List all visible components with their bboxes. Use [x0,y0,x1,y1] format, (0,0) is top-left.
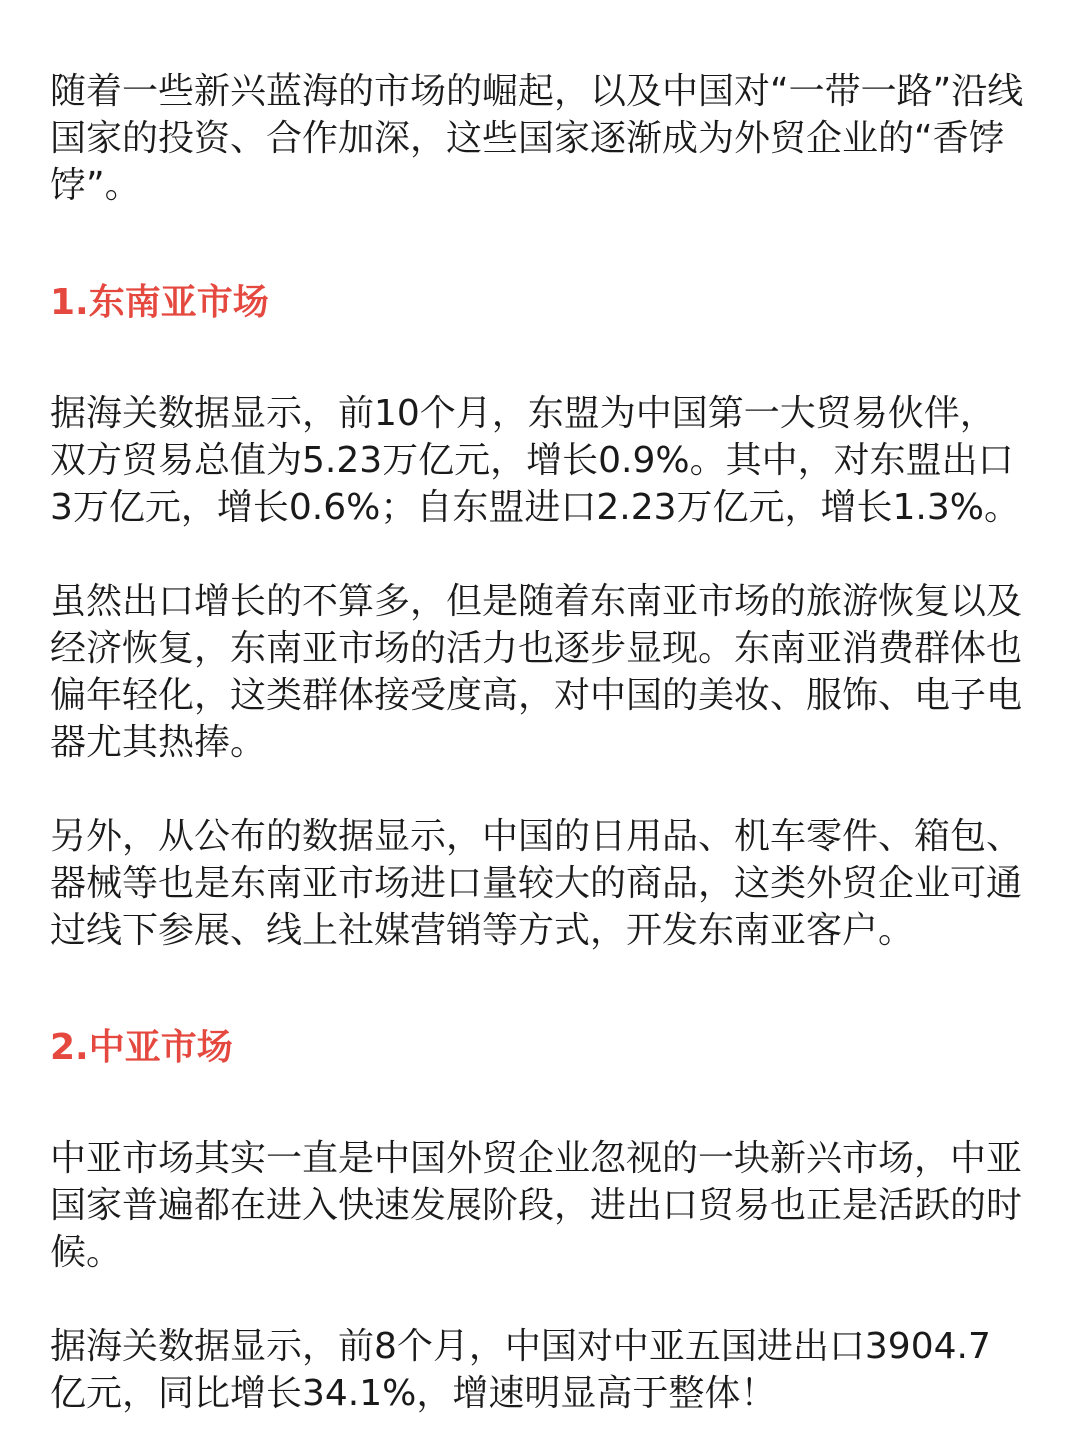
article-body [50,68,1025,1417]
paragraph: 中亚市场其实一直是中国外贸企业忽视的一块新兴市场，中亚国家普遍都在进入快速发展阶段，进出口贸易也正是活跃的时候。 [50,1138,1023,1273]
section-heading-southeast-asia: 1.东南亚市场 [50,282,269,323]
paragraph: 虽然出口增长的不算多，但是随着东南亚市场的旅游恢复以及经济恢复，东南亚市场的活力也逐步显现。东南亚消费群体也偏年轻化，这类群体接受度高，对中国的美妆、服饰、电子电器尤其热捧。 [50,581,1023,763]
intro-paragraph: 随着一些新兴蓝海的市场的崛起，以及中国对“一带一路”沿线国家的投资、合作加深，这些国家逐渐成为外贸企业的“香饽饽”。 [50,71,1024,206]
paragraph: 据海关数据显示，前10个月，东盟为中国第一大贸易伙伴，双方贸易总值为5.23万亿元，增长0.9%。其中，对东盟出口3万亿元，增长0.6%；自东盟进口2.23万亿元，增长1.3%。 [50,393,1020,528]
section-heading-central-asia: 2.中亚市场 [50,1027,233,1068]
paragraph: 另外，从公布的数据显示，中国的日用品、机车零件、箱包、器械等也是东南亚市场进口量较大的商品，这类外贸企业可通过线下参展、线上社媒营销等方式，开发东南亚客户。 [50,816,1023,951]
paragraph: 据海关数据显示，前8个月，中国对中亚五国进出口3904.7亿元，同比增长34.1%，增速明显高于整体！ [50,1326,991,1414]
